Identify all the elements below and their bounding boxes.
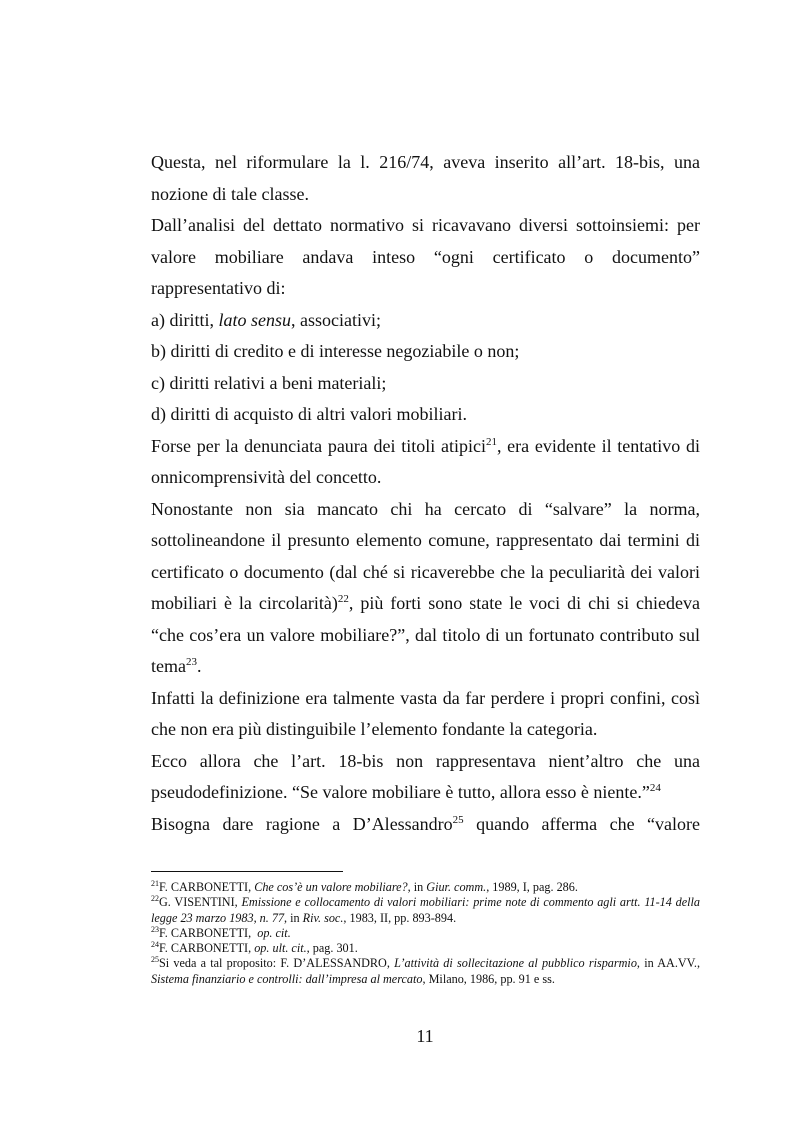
footnote-ref: 22 xyxy=(337,593,349,605)
footnote-number: 21 xyxy=(151,878,159,888)
footnote-number: 24 xyxy=(151,940,159,950)
paragraph xyxy=(151,746,700,809)
main-text xyxy=(151,147,700,840)
paragraph-text: Nonostante non sia mancato chi ha cercato di “salvare” la norma, sottolineandone il presunto elemento comune, rappresentato dai termini di certificato o documento (dal ché si ricaverebbe che la peculiarità dei valori mobiliari è la circolarità) xyxy=(151,498,700,613)
footnote-25 xyxy=(151,956,700,987)
footnote-ref: 24 xyxy=(649,782,661,794)
list-item xyxy=(151,399,700,431)
footnote-ref: 25 xyxy=(452,813,464,826)
list-item xyxy=(151,305,700,337)
list-item-text: d) diritti di acquisto di altri valori mobiliari. xyxy=(151,404,467,424)
paragraph xyxy=(151,147,700,210)
footnote-author: G. VISENTINI, xyxy=(159,895,242,910)
footnote-24 xyxy=(151,941,700,956)
footnote-22 xyxy=(151,895,700,926)
list-item-italic: lato sensu xyxy=(218,309,291,330)
footnote-21 xyxy=(151,880,700,895)
footnote-text: , in AA.VV., xyxy=(636,956,701,971)
paragraph-text: Bisogna dare ragione a D’Alessandro xyxy=(151,813,453,834)
list-item-text: c) diritti relativi a beni materiali; xyxy=(151,372,387,393)
list-item xyxy=(151,336,700,368)
paragraph xyxy=(151,809,700,841)
footnote-journal: Giur. comm. xyxy=(426,880,487,894)
footnote-journal: Sistema finanziario e controlli: dall’impresa al mercato xyxy=(151,971,423,986)
footnote-title: L’attività di sollecitazione al pubblico risparmio xyxy=(394,956,637,971)
paragraph xyxy=(151,431,700,494)
footnote-text: , in xyxy=(284,910,303,925)
footnotes xyxy=(151,880,700,987)
paragraph-text: Ecco allora che l’art. 18-bis non rappresentava nient’altro che una pseudodefinizione. “Se valore mobiliare è tutto, allora esso è niente.” xyxy=(151,750,700,802)
list-item-text: b) diritti di credito e di interesse negoziabile o non; xyxy=(151,341,520,361)
footnote-title: op. cit. xyxy=(257,925,291,940)
paragraph xyxy=(151,683,700,746)
footnote-text: , 1989, I, pag. 286. xyxy=(486,880,578,894)
footnote-author: F. CARBONETTI, xyxy=(159,925,258,940)
footnote-text: in xyxy=(410,880,427,894)
footnote-text: , 1983, II, pp. 893-894. xyxy=(343,910,457,925)
list-item-text: , associativi; xyxy=(291,309,381,330)
footnote-number: 25 xyxy=(151,955,159,965)
footnote-ref: 23 xyxy=(185,656,197,668)
footnote-author: Si veda a tal proposito: F. D’ALESSANDRO, xyxy=(159,956,395,971)
footnote-title: op. ult. cit., xyxy=(254,941,310,956)
paragraph-text: Forse per la denunciata paura dei titoli atipici xyxy=(151,435,486,456)
footnote-number: 23 xyxy=(151,924,159,934)
paragraph-text: , più forti sono state le voci di chi si chiedeva “che cos’era un valore mobiliare?”, dal titolo di un fortunato contributo sul tema xyxy=(151,593,700,676)
list-item-text: a) diritti, xyxy=(151,309,219,330)
footnote-text: pag. 301. xyxy=(309,941,358,956)
paragraph-text: Questa, nel riformulare la l. 216/74, aveva inserito all’art. 18-bis, una nozione di tale classe. xyxy=(151,152,700,204)
paragraph xyxy=(151,494,700,683)
paragraph-text: , era evidente il tentativo di onnicomprensività del concetto. xyxy=(151,435,700,487)
paragraph-text: . xyxy=(196,656,202,676)
list-item xyxy=(151,368,700,400)
paragraph xyxy=(151,210,700,305)
paragraph-text: quando afferma che “valore xyxy=(463,813,700,834)
footnote-author: F. CARBONETTI, xyxy=(159,941,255,956)
footnote-separator xyxy=(151,871,343,872)
footnote-journal: Riv. soc. xyxy=(302,910,344,925)
footnote-ref: 21 xyxy=(485,435,497,448)
footnote-title: Emissione e collocamento di valori mobiliari: prime note di commento agli artt. 11-14 della legge 23 marzo 1983, n. 77 xyxy=(151,895,700,925)
footnote-number: 22 xyxy=(151,894,159,904)
footnote-text: , Milano, 1986, pp. 91 e ss. xyxy=(422,971,555,986)
footnote-title: Che cos’è un valore mobiliare?, xyxy=(254,880,411,894)
paragraph-text: Dall’analisi del dettato normativo si ricavavano diversi sottoinsiemi: per valore mobiliare andava inteso “ogni certificato o documento” rappresentativo di: xyxy=(151,215,700,298)
footnote-author: F. CARBONETTI, xyxy=(159,880,255,894)
footnote-23 xyxy=(151,926,700,941)
page-number: 11 xyxy=(416,1026,434,1046)
paragraph-text: Infatti la definizione era talmente vasta da far perdere i propri confini, così che non era più distinguibile l’elemento fondante la categoria. xyxy=(151,687,700,739)
